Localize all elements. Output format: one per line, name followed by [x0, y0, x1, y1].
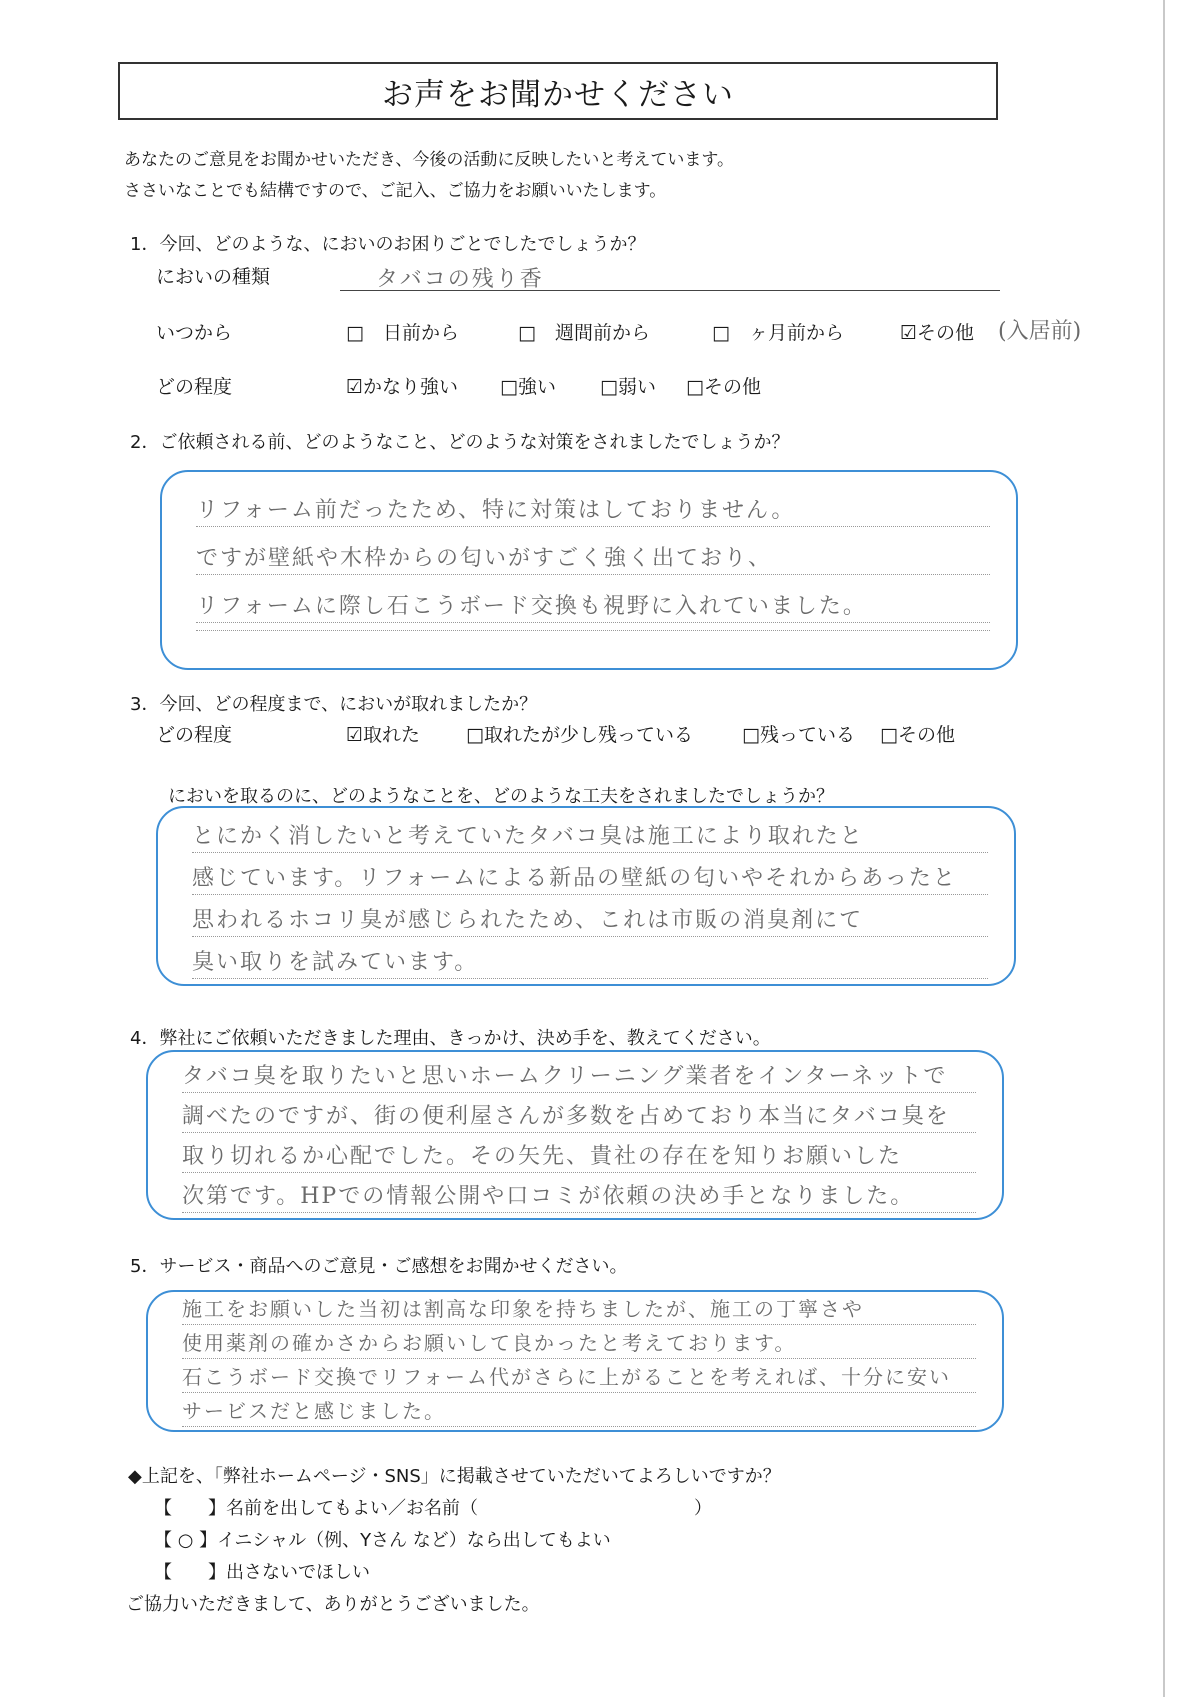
page-title: お声をお聞かせください — [118, 62, 998, 120]
q1-type-field[interactable] — [340, 262, 1000, 291]
q5-answer-box[interactable] — [146, 1290, 1004, 1432]
consent-option-none[interactable]: 【 】出さないでほしい — [154, 1562, 370, 1583]
q1-type-label: においの種類 — [156, 266, 271, 288]
option-weak[interactable]: □弱い — [600, 376, 656, 398]
q2-line-1 — [196, 482, 990, 527]
q1-degree-label: どの程度 — [156, 376, 233, 398]
q3-sub-question: においを取るのに、どのようなことを、どのような工夫をされましたでしょうか？ — [168, 786, 834, 807]
intro-line-1: あなたのご意見をお聞かせいただき、今後の活動に反映したいと考えています。 — [124, 150, 734, 170]
option-removed[interactable]: ☑取れた — [346, 724, 421, 746]
q3-question: 3．今回、どの程度まで、においが取れましたか？ — [130, 694, 538, 715]
q2-line-2 — [196, 530, 990, 575]
option-degree-other[interactable]: □その他 — [686, 376, 761, 398]
option-weeks-ago[interactable]: □ 週間前から — [518, 322, 650, 344]
scan-edge-line — [1163, 0, 1165, 1697]
q2-answer-line-2: ですが壁紙や木枠からの匂いがすごく強く出ており、 — [196, 546, 773, 571]
consent-question: ◆上記を、「弊社ホームページ・SNS」に掲載させていただいてよろしいですか？ — [128, 1466, 781, 1487]
q3-answer-line-1: とにかく消したいと考えていたタバコ臭は施工により取れたと — [192, 824, 864, 849]
q5-question: 5．サービス・商品へのご意見・ご感想をお聞かせください。 — [130, 1256, 628, 1277]
q1-when-label: いつから — [156, 322, 233, 344]
q5-answer-line-1: 施工をお願いした当初は割高な印象を持ちましたが、施工の丁寧さや — [182, 1297, 864, 1321]
q3-answer-line-4: 臭い取りを試みています。 — [192, 950, 479, 975]
q2-answer-line-3: リフォームに際し石こうボード交換も視野に入れていました。 — [196, 594, 867, 619]
option-result-other[interactable]: □その他 — [880, 724, 955, 746]
consent-option-initial[interactable]: 【 ○ 】イニシャル（例、Yさん など）なら出してもよい — [154, 1530, 611, 1551]
q4-answer-line-4: 次第です。HPでの情報公開や口コミが依頼の決め手となりました。 — [182, 1184, 915, 1209]
q5-answer-line-3: 石こうボード交換でリフォーム代がさらに上がることを考えれば、十分に安い — [182, 1365, 951, 1389]
q3-answer-box[interactable] — [156, 806, 1016, 986]
option-when-other[interactable]: ☑その他 — [900, 322, 975, 344]
q4-question: 4．弊社にご依頼いただきました理由、きっかけ、決め手を、教えてください。 — [130, 1028, 771, 1049]
option-partly-remaining[interactable]: □取れたが少し残っている — [466, 724, 693, 746]
option-remaining[interactable]: □残っている — [742, 724, 855, 746]
q4-answer-line-2: 調べたのですが、街の便利屋さんが多数を占めており本当にタバコ臭を — [182, 1104, 950, 1129]
q2-answer-line-1: リフォーム前だったため、特に対策はしておりません。 — [196, 498, 796, 523]
q2-question: 2．ご依頼される前、どのようなこと、どのような対策をされましたでしょうか？ — [130, 432, 790, 453]
option-strong[interactable]: □強い — [500, 376, 556, 398]
q5-answer-line-2: 使用薬剤の確かさからお願いして良かったと考えております。 — [182, 1331, 797, 1355]
option-very-strong[interactable]: ☑かなり強い — [346, 376, 459, 398]
q3-answer-line-3: 思われるホコリ臭が感じられたため、これは市販の消臭剤にて — [192, 908, 864, 933]
q3-answer-line-2: 感じています。リフォームによる新品の壁紙の匂いやそれからあったと — [192, 866, 957, 891]
option-days-ago[interactable]: □ 日前から — [346, 322, 459, 344]
q3-degree-label: どの程度 — [156, 724, 233, 746]
q5-answer-line-4: サービスだと感じました。 — [182, 1399, 446, 1423]
q2-line-4 — [196, 626, 990, 631]
q1-type-answer: タバコの残り香 — [376, 267, 544, 292]
q1-when-note: (入居前) — [998, 319, 1082, 344]
option-months-ago[interactable]: □ ヶ月前から — [712, 322, 844, 344]
q2-answer-box[interactable] — [160, 470, 1018, 670]
q4-answer-line-3: 取り切れるか心配でした。その矢先、貴社の存在を知りお願いした — [182, 1144, 903, 1169]
q4-answer-line-1: タバコ臭を取りたいと思いホームクリーニング業者をインターネットで — [182, 1064, 948, 1089]
thanks-message: ご協力いただきまして、ありがとうございました。 — [126, 1594, 540, 1615]
consent-option-name[interactable]: 【 】名前を出してもよい／お名前（ ） — [154, 1498, 712, 1519]
q4-answer-box[interactable] — [146, 1050, 1004, 1220]
q1-question: 1．今回、どのような、においのお困りごとでしたでしょうか？ — [130, 234, 646, 255]
intro-line-2: ささいなことでも結構ですので、ご記入、ご協力をお願いいたします。 — [124, 181, 667, 201]
q2-line-3 — [196, 578, 990, 623]
